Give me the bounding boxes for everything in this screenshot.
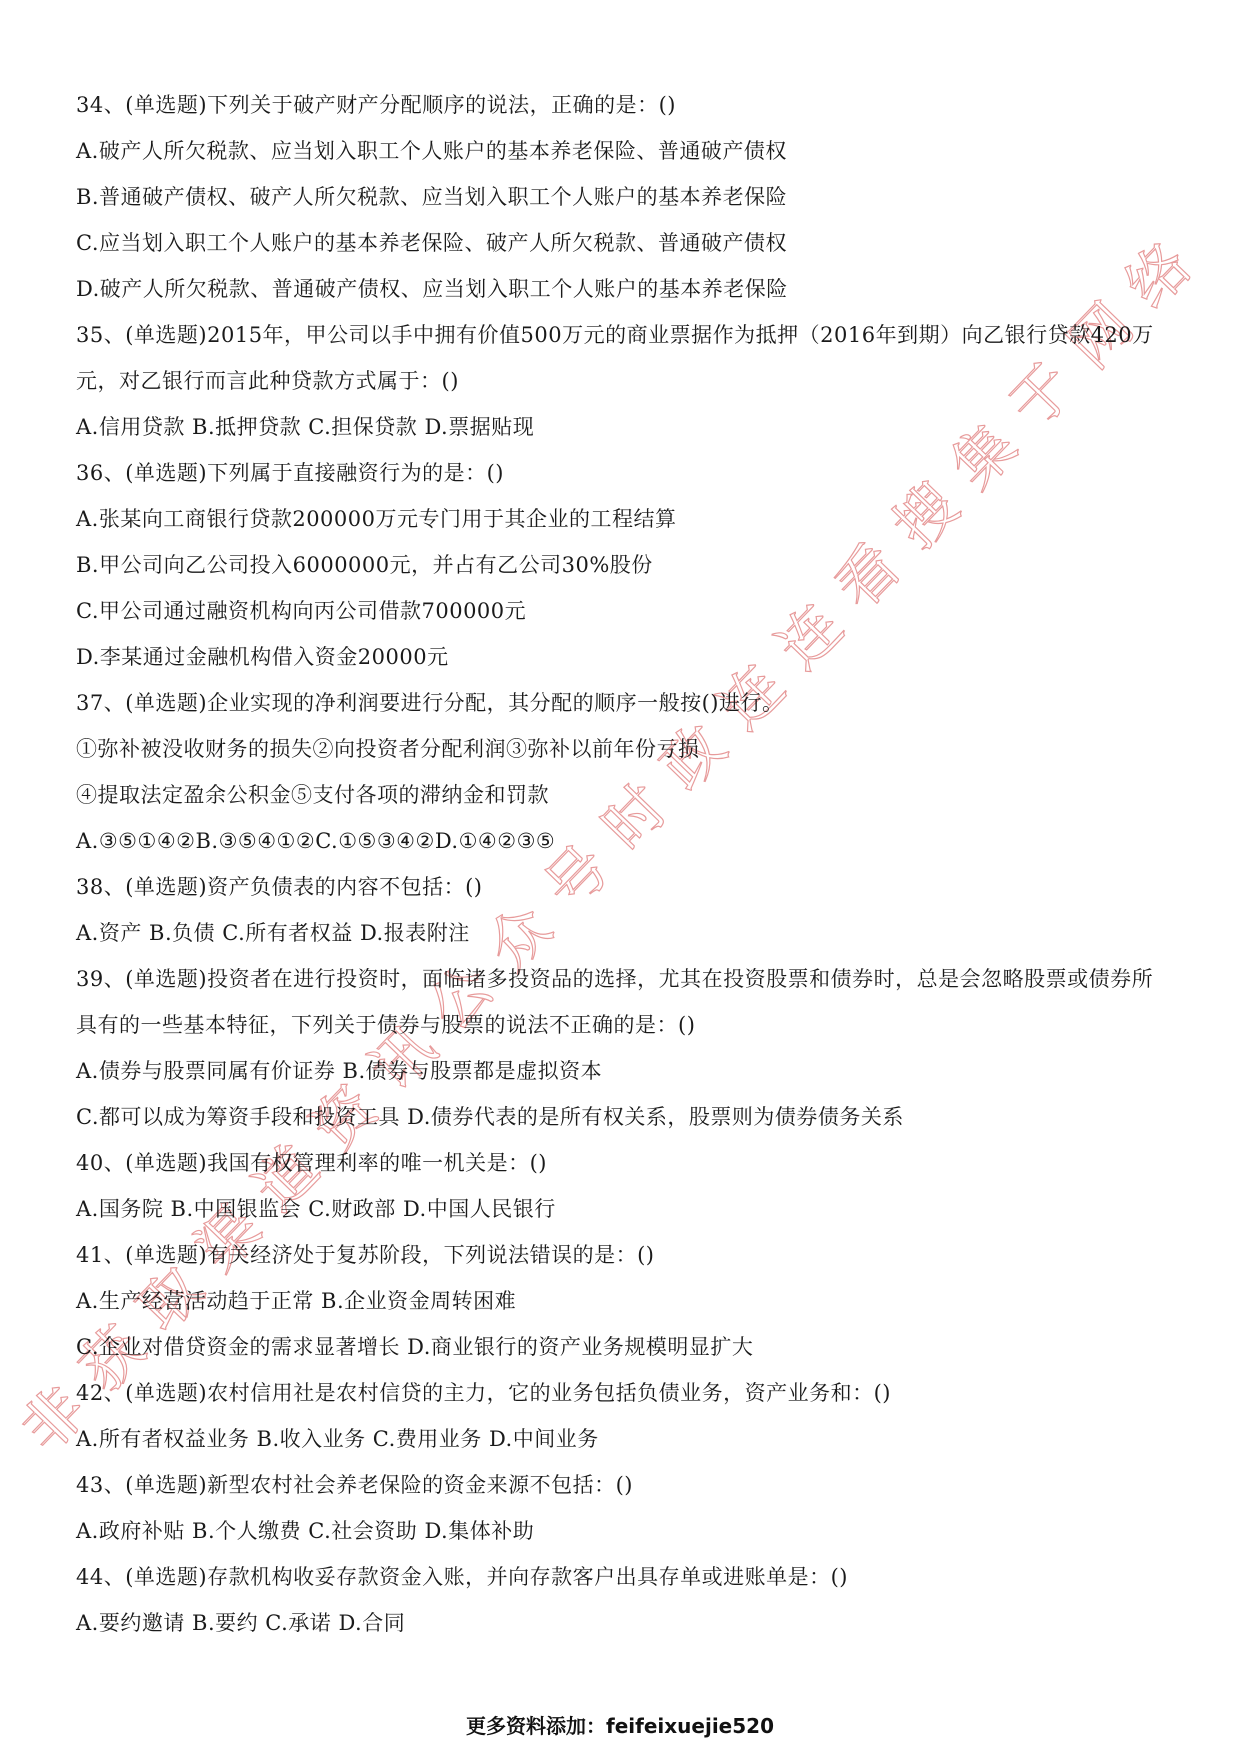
text-line: ④提取法定盈余公积金⑤支付各项的滞纳金和罚款 bbox=[76, 783, 549, 807]
text-line: 具有的一些基本特征，下列关于债券与股票的说法不正确的是：() bbox=[76, 1013, 696, 1037]
text-line: 40、(单选题)我国有权管理利率的唯一机关是：() bbox=[76, 1151, 547, 1175]
text-line: 43、(单选题)新型农村社会养老保险的资金来源不包括：() bbox=[76, 1473, 633, 1497]
text-line: C.应当划入职工个人账户的基本养老保险、破产人所欠税款、普通破产债权 bbox=[76, 231, 787, 255]
text-line: 41、(单选题)有关经济处于复苏阶段，下列说法错误的是：() bbox=[76, 1243, 655, 1267]
text-line: A.信用贷款 B.抵押贷款 C.担保贷款 D.票据贴现 bbox=[76, 415, 535, 439]
text-line: A.资产 B.负债 C.所有者权益 D.报表附注 bbox=[76, 921, 470, 945]
text-line: A.生产经营活动趋于正常 B.企业资金周转困难 bbox=[76, 1289, 517, 1313]
question-list bbox=[76, 82, 1186, 1646]
text-line: B.普通破产债权、破产人所欠税款、应当划入职工个人账户的基本养老保险 bbox=[76, 185, 788, 209]
text-line: A.要约邀请 B.要约 C.承诺 D.合同 bbox=[76, 1611, 406, 1635]
text-line: A.债券与股票同属有价证券 B.债券与股票都是虚拟资本 bbox=[76, 1059, 603, 1083]
text-line: C.都可以成为筹资手段和投资工具 D.债券代表的是所有权关系，股票则为债券债务关系 bbox=[76, 1105, 904, 1129]
text-line: A.③⑤①④②B.③⑤④①②C.①⑤③④②D.①④②③⑤ bbox=[76, 829, 556, 853]
footer-note: 更多资料添加：feifeixuejie520 bbox=[466, 1714, 774, 1738]
text-line: 44、(单选题)存款机构收妥存款资金入账，并向存款客户出具存单或进账单是：() bbox=[76, 1565, 848, 1589]
text-line: 36、(单选题)下列属于直接融资行为的是：() bbox=[76, 461, 504, 485]
text-line: A.张某向工商银行贷款200000万元专门用于其企业的工程结算 bbox=[76, 507, 677, 531]
text-line: 元，对乙银行而言此种贷款方式属于：() bbox=[76, 369, 459, 393]
text-line: A.破产人所欠税款、应当划入职工个人账户的基本养老保险、普通破产债权 bbox=[76, 139, 787, 163]
text-line: 39、(单选题)投资者在进行投资时，面临诸多投资品的选择，尤其在投资股票和债券时，总是会忽略股票或债券所 bbox=[76, 967, 1154, 991]
text-line: A.政府补贴 B.个人缴费 C.社会资助 D.集体补助 bbox=[76, 1519, 535, 1543]
text-line: ①弥补被没收财务的损失②向投资者分配利润③弥补以前年份亏损 bbox=[76, 737, 700, 761]
text-line: 35、(单选题)2015年，甲公司以手中拥有价值500万元的商业票据作为抵押（2016年到期）向乙银行贷款420万 bbox=[76, 323, 1154, 347]
text-line: 34、(单选题)下列关于破产财产分配顺序的说法，正确的是：() bbox=[76, 93, 676, 117]
text-line: D.破产人所欠税款、普通破产债权、应当划入职工个人账户的基本养老保险 bbox=[76, 277, 788, 301]
text-line: A.国务院 B.中国银监会 C.财政部 D.中国人民银行 bbox=[76, 1197, 556, 1221]
text-line: 38、(单选题)资产负债表的内容不包括：() bbox=[76, 875, 483, 899]
text-line: B.甲公司向乙公司投入6000000元，并占有乙公司30%股份 bbox=[76, 553, 653, 577]
text-line: 42、(单选题)农村信用社是农村信贷的主力，它的业务包括负债业务，资产业务和：() bbox=[76, 1381, 891, 1405]
text-line: D.李某通过金融机构借入资金20000元 bbox=[76, 645, 449, 669]
text-line: C.甲公司通过融资机构向丙公司借款700000元 bbox=[76, 599, 527, 623]
watermark-text: 非获取渠道资讯公众号时政连连看搜集于网络 bbox=[8, 229, 1205, 1466]
text-line: A.所有者权益业务 B.收入业务 C.费用业务 D.中间业务 bbox=[76, 1427, 599, 1451]
text-line: C.企业对借贷资金的需求显著增长 D.商业银行的资产业务规模明显扩大 bbox=[76, 1335, 754, 1359]
text-line: 37、(单选题)企业实现的净利润要进行分配，其分配的顺序一般按()进行。 bbox=[76, 691, 784, 715]
